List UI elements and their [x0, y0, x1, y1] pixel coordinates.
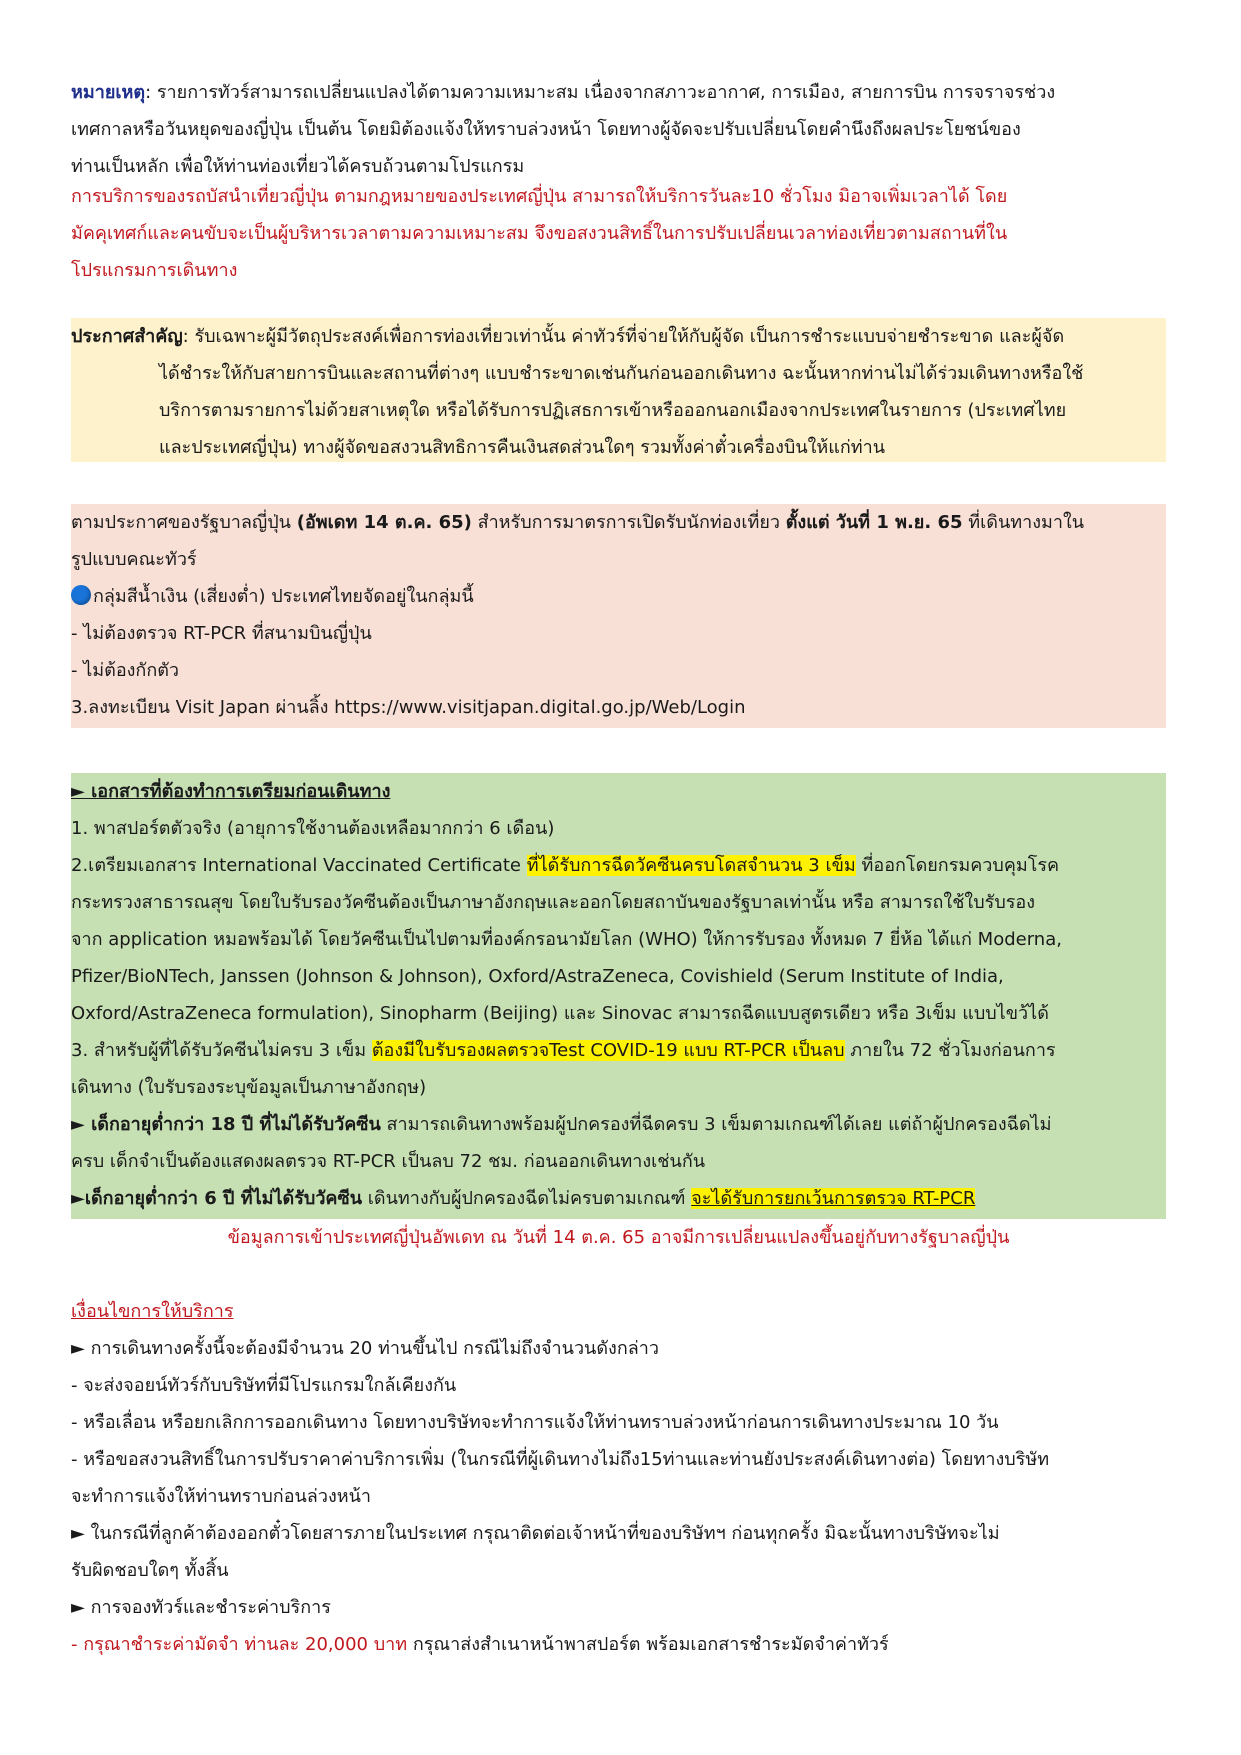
gov-blue-group-text: กลุ่มสีน้ำเงิน (เสี่ยงต่ำ) ประเทศไทยจัดอยู่ในกลุ่มนี้ [93, 586, 474, 607]
remarks-line-3: ท่านเป็นหลัก เพื่อให้ท่านท่องเที่ยวได้ครบถ้วนตามโปรแกรม [71, 156, 525, 177]
docs-text-7a: 3. สำหรับผู้ที่ได้รับวัคซีนไม่ครบ 3 เข็ม [71, 1040, 372, 1061]
docs-line-2 [71, 847, 1166, 884]
bus-notice-line-1: การบริการของรถบัสนำเที่ยวญี่ปุ่น ตามกฎหมายของประเทศญี่ปุ่น สามารถให้บริการวันละ10 ชั่วโมง มิอาจเพิ่มเวลาได้ โดย [71, 186, 1008, 207]
remarks-text-1: : รายการทัวร์สามารถเปลี่ยนแปลงได้ตามความเหมาะสม เนื่องจากสภาวะอากาศ, การเมือง, สายการบิน การจราจรช่วง [145, 82, 1056, 103]
docs-text-7c: ภายใน 72 ชั่วโมงก่อนการ [844, 1040, 1056, 1061]
remarks-label: หมายเหตุ [71, 82, 146, 103]
blue-circle-icon [71, 585, 91, 605]
important-line-4: และประเทศญี่ปุ่น) ทางผู้จัดขอสงวนสิทธิการคืนเงินสดส่วนใดๆ รวมทั้งค่าตั๋วเครื่องบินให้แก่ท่าน [159, 437, 886, 458]
documents-heading: ► เอกสารที่ต้องทำการเตรียมก่อนเดินทาง [71, 781, 391, 802]
bus-service-notice [71, 178, 1166, 289]
important-line-3: บริการตามรายการไม่ด้วยสาเหตุใด หรือได้รับการปฏิเสธการเข้าหรือออกนอกเมืองจากประเทศในรายการ (ประเทศไทย [159, 400, 1067, 421]
docs-children-18-label: ► เด็กอายุต่ำกว่า 18 ปี ที่ไม่ได้รับวัคซีน [71, 1114, 381, 1135]
gov-line-6: 3.ลงทะเบียน Visit Japan ผ่านลิ้ง https://www.visitjapan.digital.go.jp/Web/Login [71, 697, 746, 718]
docs-line-3: กระทรวงสาธารณสุข โดยใบรับรองวัคซีนต้องเป็นภาษาอังกฤษและออกโดยสถาบันของรัฐบาลเท่านั้น หรือ สามารถใช้ใบรับรอง [71, 892, 1036, 913]
docs-text-11b: เดินทางกับผู้ปกครองฉีดไม่ครบตามเกณฑ์ [362, 1188, 692, 1209]
bus-notice-line-3: โปรแกรมการเดินทาง [71, 260, 238, 281]
docs-line-4: จาก application หมอพร้อมได้ โดยวัคซีนเป็นไปตามที่องค์กรอนามัยโลก (WHO) ให้การรับรอง ทั้งหมด 7 ยี่ห้อ ได้แก่ Moderna, [71, 929, 1062, 950]
docs-line-7 [71, 1032, 1166, 1069]
conditions-line-3: - หรือเลื่อน หรือยกเลิกการออกเดินทาง โดยทางบริษัทจะทำการแจ้งให้ท่านทราบล่วงหน้าก่อนการเดินทางประมาณ 10 วัน [71, 1412, 999, 1433]
gov-announcement [71, 504, 1166, 726]
conditions-line-6: ► ในกรณีที่ลูกค้าต้องออกตั๋วโดยสารภายในประเทศ กรุณาติดต่อเจ้าหน้าที่ของบริษัทฯ ก่อนทุกครั้ง มิฉะนั้นทางบริษัทจะไม่ [71, 1523, 1000, 1544]
docs-line-11 [71, 1180, 1166, 1217]
conditions-line-2: - จะส่งจอยน์ทัวร์กับบริษัทที่มีโปรแกรมใกล้เคียงกัน [71, 1375, 457, 1396]
remarks-section [71, 74, 1166, 185]
gov-line-4: - ไม่ต้องตรวจ RT-PCR ที่สนามบินญี่ปุ่น [71, 623, 372, 644]
conditions-line-9 [71, 1626, 1166, 1663]
docs-line-6: Oxford/AstraZeneca formulation), Sinopharm (Beijing) และ Sinovac สามารถฉีดแบบสูตรเดียว หรือ 3เข็ม แบบไขว้ได้ [71, 1003, 1049, 1024]
docs-highlight-pcr: ต้องมีใบรับรองผลตรวจTest COVID-19 แบบ RT-PCR เป็นลบ [371, 1040, 845, 1061]
conditions-line-8: ► การจองทัวร์และชำระค่าบริการ [71, 1597, 331, 1618]
important-notice [71, 318, 1166, 466]
docs-text-2c: ที่ออกโดยกรมควบคุมโรค [855, 855, 1060, 876]
conditions-line-5: จะทำการแจ้งให้ท่านทราบก่อนล่วงหน้า [71, 1486, 372, 1507]
gov-line-2: รูปแบบคณะทัวร์ [71, 549, 197, 570]
gov-line-1 [71, 504, 1166, 541]
important-label: ประกาศสำคัญ [71, 326, 183, 347]
important-line-2: ได้ชำระให้กับสายการบินและสถานที่ต่างๆ แบบชำระขาดเช่นกันก่อนออกเดินทาง ฉะนั้นหากท่านไม่ได้ร่วมเดินทางหรือใช้ [159, 363, 1084, 384]
gov-start-date: ตั้งแต่ วันที่ 1 พ.ย. 65 [785, 512, 963, 533]
gov-text-e: ที่เดินทางมาใน [962, 512, 1085, 533]
docs-line-1: 1. พาสปอร์ตตัวจริง (อายุการใช้งานต้องเหลือมากกว่า 6 เดือน) [71, 818, 555, 839]
docs-line-5: Pfizer/BioNTech, Janssen (Johnson & Johnson), Oxford/AstraZeneca, Covishield (Serum Institute of India, [71, 966, 1004, 987]
gov-line-3 [71, 578, 1166, 615]
conditions-section [71, 1293, 1166, 1663]
gov-line-5: - ไม่ต้องกักตัว [71, 660, 180, 681]
conditions-line-7: รับผิดชอบใดๆ ทั้งสิ้น [71, 1560, 229, 1581]
conditions-heading: เงื่อนไขการให้บริการ [71, 1301, 234, 1322]
docs-highlight-vaccine: ที่ได้รับการฉีดวัคซีนครบโดสจำนวน 3 เข็ม [526, 855, 856, 876]
gov-update-date: (อัพเดท 14 ต.ค. 65) [296, 512, 472, 533]
docs-line-10: ครบ เด็กจำเป็นต้องแสดงผลตรวจ RT-PCR เป็นลบ 72 ชม. ก่อนออกเดินทางเช่นกัน [71, 1151, 706, 1172]
docs-text-2a: 2.เตรียมเอกสาร International Vaccinated Certificate [71, 855, 527, 876]
update-note [71, 1219, 1166, 1256]
remarks-line-2: เทศกาลหรือวันหยุดของญี่ปุ่น เป็นต้น โดยมิต้องแจ้งให้ทราบล่วงหน้า โดยทางผู้จัดจะปรับเปลี่ยนโดยคำนึงถึงผลประโยชน์ของ [71, 119, 1021, 140]
docs-line-8: เดินทาง (ใบรับรองระบุข้อมูลเป็นภาษาอังกฤษ) [71, 1077, 427, 1098]
gov-text-c: สำหรับการมาตรการเปิดรับนักท่องเที่ยว [471, 512, 786, 533]
important-line-1 [71, 318, 1166, 355]
conditions-line-1: ► การเดินทางครั้งนี้จะต้องมีจำนวน 20 ท่านขึ้นไป กรณีไม่ถึงจำนวนดังกล่าว [71, 1338, 659, 1359]
docs-highlight-exempt: จะได้รับการยกเว้นการตรวจ RT-PCR [691, 1188, 976, 1209]
conditions-deposit-text: - กรุณาชำระค่ามัดจำ ท่านละ 20,000 บาท [71, 1634, 408, 1655]
important-text-1: : รับเฉพาะผู้มีวัตถุประสงค์เพื่อการท่องเที่ยวเท่านั้น ค่าทัวร์ที่จ่ายให้กับผู้จัด เป็นการชำระแบบจ่ายชำระขาด และผู้จัด [182, 326, 1065, 347]
conditions-text-9b: กรุณาส่งสำเนาหน้าพาสปอร์ต พร้อมเอกสารชำระมัดจำค่าทัวร์ [407, 1634, 889, 1655]
remarks-line-1 [71, 74, 1166, 111]
docs-line-9 [71, 1106, 1166, 1143]
bus-notice-line-2: มัคคุเทศก์และคนขับจะเป็นผู้บริหารเวลาตามความเหมาะสม จึงขอสงวนสิทธิ์ในการปรับเปลี่ยนเวลาท่องเที่ยวตามสถานที่ใน [71, 223, 1008, 244]
documents-section [71, 773, 1166, 1217]
gov-text-a: ตามประกาศของรัฐบาลญี่ปุ่น [71, 512, 297, 533]
update-note-text: ข้อมูลการเข้าประเทศญี่ปุ่นอัพเดท ณ วันที่ 14 ต.ค. 65 อาจมีการเปลี่ยนแปลงขึ้นอยู่กับทางรัฐบาลญี่ปุ่น [227, 1227, 1010, 1248]
docs-children-6-label: ►เด็กอายุต่ำกว่า 6 ปี ที่ไม่ได้รับวัคซีน [71, 1188, 362, 1209]
conditions-line-4: - หรือขอสงวนสิทธิ์ในการปรับราคาค่าบริการเพิ่ม (ในกรณีที่ผู้เดินทางไม่ถึง15ท่านและท่านยังประสงค์เดินทางต่อ) โดยทางบริษัท [71, 1449, 1050, 1470]
docs-text-9b: สามารถเดินทางพร้อมผู้ปกครองที่ฉีดครบ 3 เข็มตามเกณฑ์ได้เลย แต่ถ้าผู้ปกครองฉีดไม่ [380, 1114, 1052, 1135]
